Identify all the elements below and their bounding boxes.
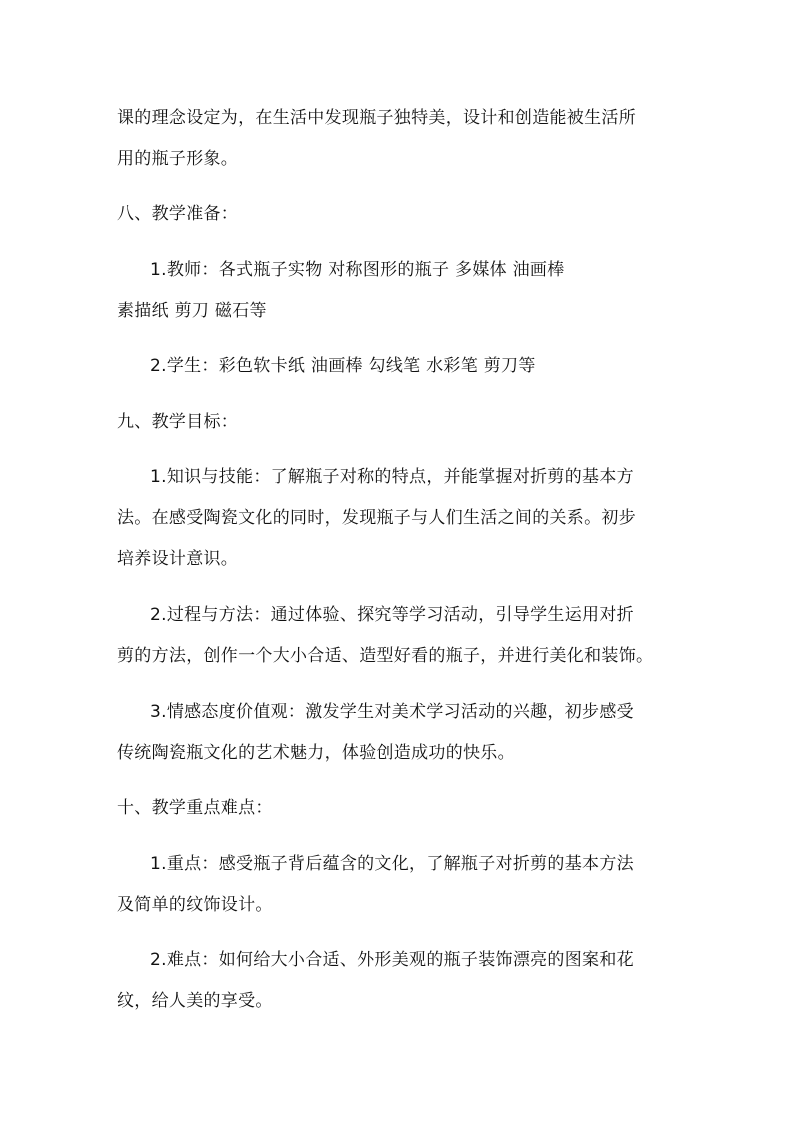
section-8-item-2-line-1: 2.学生：彩色软卡纸 油画棒 勾线笔 水彩笔 剪刀等 xyxy=(150,356,536,376)
section-10-title: 十、教学重点难点： xyxy=(117,798,273,818)
section-9-item-1-line-3: 培养设计意识。 xyxy=(117,549,239,569)
intro-line-2: 用的瓶子形象。 xyxy=(117,149,239,169)
section-10-item-1-line-1: 1.重点：感受瓶子背后蕴含的文化，了解瓶子对折剪的基本方法 xyxy=(150,854,634,874)
section-9-item-3-line-2: 传统陶瓷瓶文化的艺术魅力，体验创造成功的快乐。 xyxy=(117,743,515,763)
section-9-item-2-line-2: 剪的方法，创作一个大小合适、造型好看的瓶子，并进行美化和装饰。 xyxy=(117,646,654,666)
section-9-item-1-line-1: 1.知识与技能：了解瓶子对称的特点，并能掌握对折剪的基本方 xyxy=(150,467,634,487)
section-8-item-1-line-2: 素描纸 剪刀 磁石等 xyxy=(117,301,267,321)
section-8-title: 八、教学准备： xyxy=(117,204,239,224)
section-9-item-2-line-1: 2.过程与方法：通过体验、探究等学习活动，引导学生运用对折 xyxy=(150,605,634,625)
section-10-item-2-line-2: 纹，给人美的享受。 xyxy=(117,991,273,1011)
section-8-item-1-line-1: 1.教师：各式瓶子实物 对称图形的瓶子 多媒体 油画棒 xyxy=(150,260,565,280)
section-9-title: 九、教学目标： xyxy=(117,412,239,432)
intro-line-1: 课的理念设定为，在生活中发现瓶子独特美，设计和创造能被生活所 xyxy=(117,108,636,128)
section-10-item-2-line-1: 2.难点：如何给大小合适、外形美观的瓶子装饰漂亮的图案和花 xyxy=(150,950,634,970)
section-9-item-1-line-2: 法。在感受陶瓷文化的同时，发现瓶子与人们生活之间的关系。初步 xyxy=(117,508,636,528)
section-9-item-3-line-1: 3.情感态度价值观：激发学生对美术学习活动的兴趣，初步感受 xyxy=(150,702,634,722)
section-10-item-1-line-2: 及简单的纹饰设计。 xyxy=(117,895,273,915)
